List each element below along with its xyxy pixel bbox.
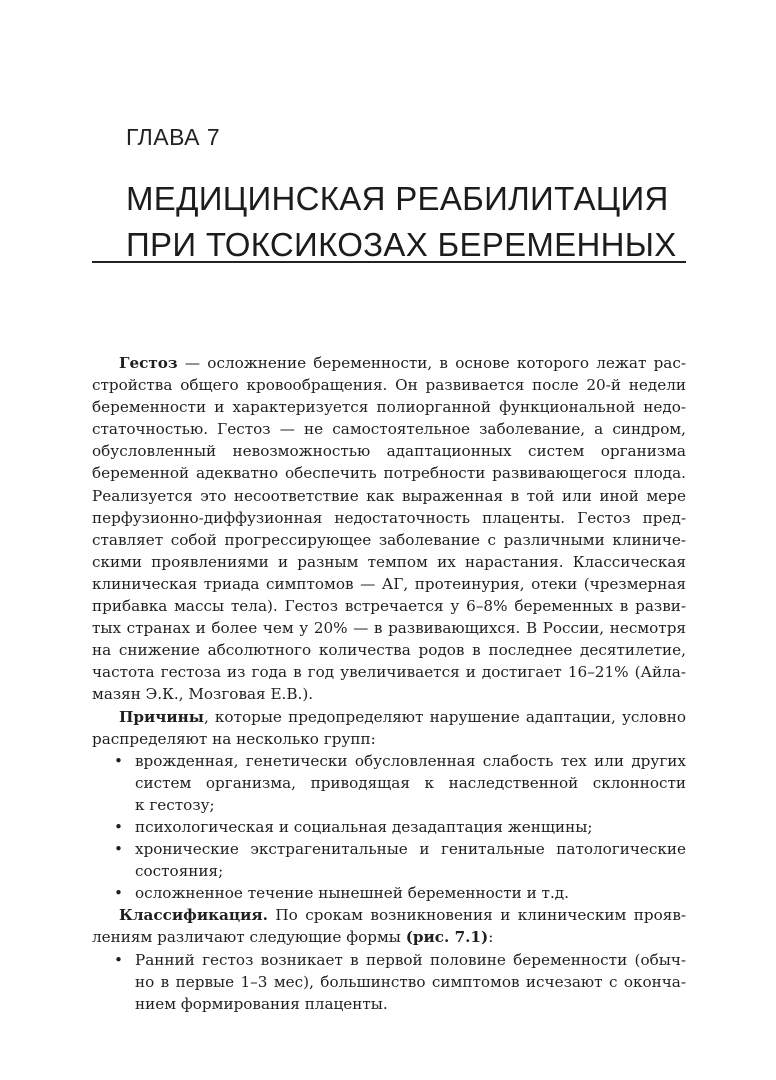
paragraph-line: беременности и характеризуется полиорганной функциональной недо- xyxy=(92,398,686,417)
title-divider xyxy=(92,261,686,263)
paragraph-line: Гестоз — осложнение беременности, в основе которого лежат рас- xyxy=(119,354,686,372)
paragraph-line: Классификация. По срокам возникновения и клиническим прояв- xyxy=(119,906,686,925)
chapter-title-line-2: ПРИ ТОКСИКОЗАХ БЕРЕМЕННЫХ xyxy=(126,226,677,263)
list-item-continuation: к гестозу; xyxy=(135,795,215,814)
paragraph-line: обусловленный невозможностью адаптационных систем организма xyxy=(92,442,686,461)
paragraph-line: на снижение абсолютного количества родов в последнее десятилетие, xyxy=(92,641,686,660)
bullet-icon: • xyxy=(114,840,123,859)
paragraph-line: скими проявлениями и разным темпом их нарастания. Классическая xyxy=(92,552,686,571)
paragraph-line: частота гестоза из года в год увеличивается и достигает 16–21% (Айла- xyxy=(92,663,686,682)
paragraph-line: стройства общего кровообращения. Он развивается после 20-й недели xyxy=(92,376,686,395)
paragraph-line: Реализуется это несоответствие как выраженная в той или иной мере xyxy=(92,486,686,505)
bullet-icon: • xyxy=(114,817,123,836)
chapter-label: ГЛАВА 7 xyxy=(126,124,221,150)
paragraph-line: перфузионно-диффузионная недостаточность плаценты. Гестоз пред- xyxy=(92,508,686,527)
paragraph-line: тых странах и более чем у 20% — в развивающихся. В России, несмотря xyxy=(92,619,686,638)
bullet-icon: • xyxy=(114,751,123,770)
bullet-icon: • xyxy=(114,950,123,969)
list-item: • хронические экстрагенитальные и генитальные патологические xyxy=(92,838,686,860)
body-text xyxy=(92,352,686,1015)
figure-reference: (рис. 7.1) xyxy=(405,928,489,947)
term-gestosis: Гестоз xyxy=(119,354,178,372)
list-item: • врожденная, генетически обусловленная слабость тех или других xyxy=(92,750,686,772)
term-classification: Классификация. xyxy=(119,906,268,925)
chapter-title-line-1: МЕДИЦИНСКАЯ РЕАБИЛИТАЦИЯ xyxy=(126,180,669,217)
paragraph-line: Причины, которые предопределяют нарушение адаптации, условно xyxy=(119,707,686,726)
paragraph-line: распределяют на несколько групп: xyxy=(92,729,376,748)
list-item-continuation: состояния; xyxy=(135,862,224,881)
list-item: • осложненное течение нынешней беременности и т.д. xyxy=(92,882,686,904)
list-item: • психологическая и социальная дезадаптация женщины; xyxy=(92,816,686,838)
paragraph-line: беременной адекватно обеспечить потребности развивающегося плода. xyxy=(92,464,686,483)
paragraph-line: статочностью. Гестоз — не самостоятельное заболевание, а синдром, xyxy=(92,420,686,439)
bullet-icon: • xyxy=(114,884,123,903)
list-item-continuation: нием формирования плаценты. xyxy=(135,994,388,1013)
paragraph-line: ставляет собой прогрессирующее заболевание с различными клиниче- xyxy=(92,530,686,549)
list-item-continuation: систем организма, приводящая к наследственной склонности xyxy=(135,773,686,792)
list-item: • Ранний гестоз возникает в первой половине беременности (обыч- xyxy=(92,949,686,971)
term-causes: Причины xyxy=(119,707,204,726)
paragraph-line: клиническая триада симптомов — АГ, протеинурия, отеки (чрезмерная xyxy=(92,574,686,593)
paragraph-line: лениям различают следующие формы (рис. 7.1): xyxy=(92,928,494,947)
paragraph-line: мазян Э.К., Мозговая Е.В.). xyxy=(92,685,314,704)
chapter-title xyxy=(126,176,726,268)
paragraph-line: прибавка массы тела). Гестоз встречается у 6–8% беременных в разви- xyxy=(92,597,686,616)
list-item-continuation: но в первые 1–3 мес), большинство симптомов исчезают с оконча- xyxy=(135,972,686,991)
